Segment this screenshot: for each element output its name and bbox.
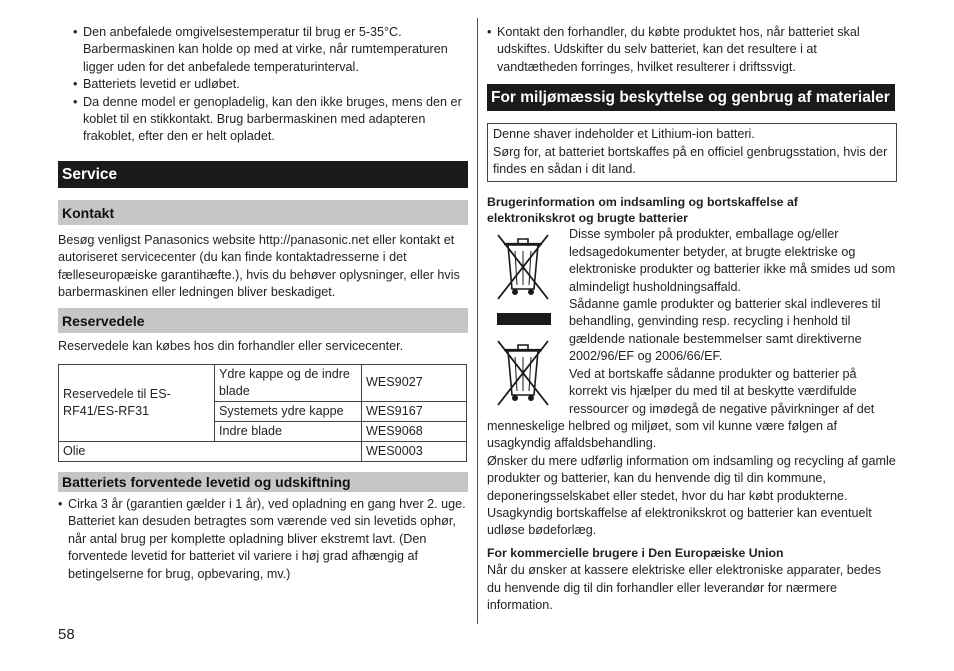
list-item: • Batteriets levetid er udløbet. <box>58 76 468 93</box>
battery-heading: Batteriets forventede levetid og udskiftning <box>58 472 468 492</box>
user-info-paragraph: Sådanne gamle produkter og batterier skal indleveres til behandling, genvinding resp. recycling i henhold til gældende nationale bestemmelser samt direktiverne 2002/96/EF og 2006/66/EF. <box>569 297 881 364</box>
box-line: Sørg for, at batteriet bortskaffes på en officiel genbrugsstation, hvis der findes en sådan i dit land. <box>493 144 888 177</box>
column-divider <box>477 18 478 624</box>
crossed-bin-icon <box>491 229 555 301</box>
list-item: • Kontakt den forhandler, du købte produktet hos, når batteriet skal udskiftes. Udskifter du selv batteriet, kan det resultere i at vandtætheden forringes, hvilket resulterer i driftssvigt. <box>487 24 898 76</box>
part-code: WES9167 <box>362 401 467 421</box>
list-item: • Cirka 3 år (garantien gælder i 1 år), ved opladning en gang hver 2. uge. Batteriet kan desuden betragtes som værende ved sin levetids ophør, når antal brug per komplette opladning bliver ekstremt lavt. (Den forventede levetid for batteriet vil variere i høj grad afhængig af betingelserne for brug, opbevaring, mv.) <box>58 496 468 583</box>
commercial-paragraph: Når du ønsker at kassere elektriske eller elektroniske apparater, bedes du henvende dig til din forhandler eller leverandør for nærmere information. <box>487 563 882 612</box>
user-info-paragraph: Ønsker du mere udførlig information om indsamling og recycling af gamle produkter og batterier, kan du henvende dig til din kommune, deponeringsselskabet eller stedet, hvor du har købt produkterne. <box>487 453 896 503</box>
right-column <box>487 0 898 614</box>
part-name: Systemets ydre kappe <box>215 401 362 421</box>
list-item: • Da denne model er genopladelig, kan den ikke bruges, mens den er koblet til en stikkontakt. Brug barbermaskinen med adapteren frakoblet, efter den er helt opladet. <box>58 94 468 146</box>
user-info-heading: Brugerinformation om indsamling og bortskaffelse af elektronikskrot og brugte batterier <box>487 195 798 226</box>
oil-label: Olie <box>59 441 362 461</box>
left-column <box>58 0 468 583</box>
user-info-paragraph: Disse symboler på produkter, emballage og/eller ledsagedokumenter betyder, at brugte elektriske og elektroniske produkter og batterier ikke må smides ud som almindeligt husholdningsaffald. <box>569 227 896 294</box>
intro-bullet-list <box>58 24 468 146</box>
kontakt-paragraph: Besøg venligst Panasonics website http://panasonic.net eller kontakt et autoriseret servicecenter (du kan finde kontaktadresserne i det fælleseuropæiske garantihæfte.), hvis du behøver oplysninger, eller hvis barbermaskinen eller ledningen bliver beskadiget. <box>58 232 460 300</box>
kontakt-heading: Kontakt <box>58 200 468 225</box>
reservedele-paragraph: Reservedele kan købes hos din forhandler eller servicecenter. <box>58 339 404 354</box>
table-row <box>59 364 467 401</box>
box-line: Denne shaver indeholder et Lithium-ion batteri. <box>493 127 755 142</box>
user-info-paragraph: Usagkyndig bortskaffelse af elektronikskrot og batterier kan eventuelt udløse bødeforlæg. <box>487 505 872 538</box>
list-item: • Den anbefalede omgivelsestemperatur til brug er 5-35°C. Barbermaskinen kan holde op med at virke, når rumtemperaturen ligger uden for det anbefalede temperaturinterval. <box>58 24 468 76</box>
service-heading: Service <box>58 161 468 188</box>
user-info-section <box>487 226 898 539</box>
lithium-info-box <box>487 123 897 182</box>
weee-bar <box>497 313 551 325</box>
parts-group-label: Reservedele til ES-RF41/ES-RF31 <box>59 364 215 441</box>
part-name: Ydre kappe og de indre blade <box>215 364 362 401</box>
oil-code: WES0003 <box>362 441 467 461</box>
environment-heading: For miljømæssig beskyttelse og genbrug af materialer <box>487 84 895 111</box>
part-code: WES9068 <box>362 421 467 441</box>
part-name: Indre blade <box>215 421 362 441</box>
parts-table <box>58 364 467 462</box>
weee-symbols <box>491 229 559 407</box>
commercial-heading: For kommercielle brugere i Den Europæiske Union <box>487 545 784 560</box>
page-number: 58 <box>58 626 75 643</box>
battery-bullet-list <box>58 496 468 583</box>
part-code: WES9027 <box>362 364 467 401</box>
reservedele-heading: Reservedele <box>58 308 468 333</box>
top-bullet-list <box>487 24 898 76</box>
user-info-paragraph: Ved at bortskaffe sådanne produkter og batterier på korrekt vis hjælper du med til at beskytte værdifulde ressourcer og imødegå de negative påvirkninger af det menneskelige helbred og miljøet, som vil kunne være følgen af usagkyndig affaldsbehandling. <box>487 366 875 451</box>
table-row <box>59 441 467 461</box>
crossed-bin-icon <box>491 335 555 407</box>
